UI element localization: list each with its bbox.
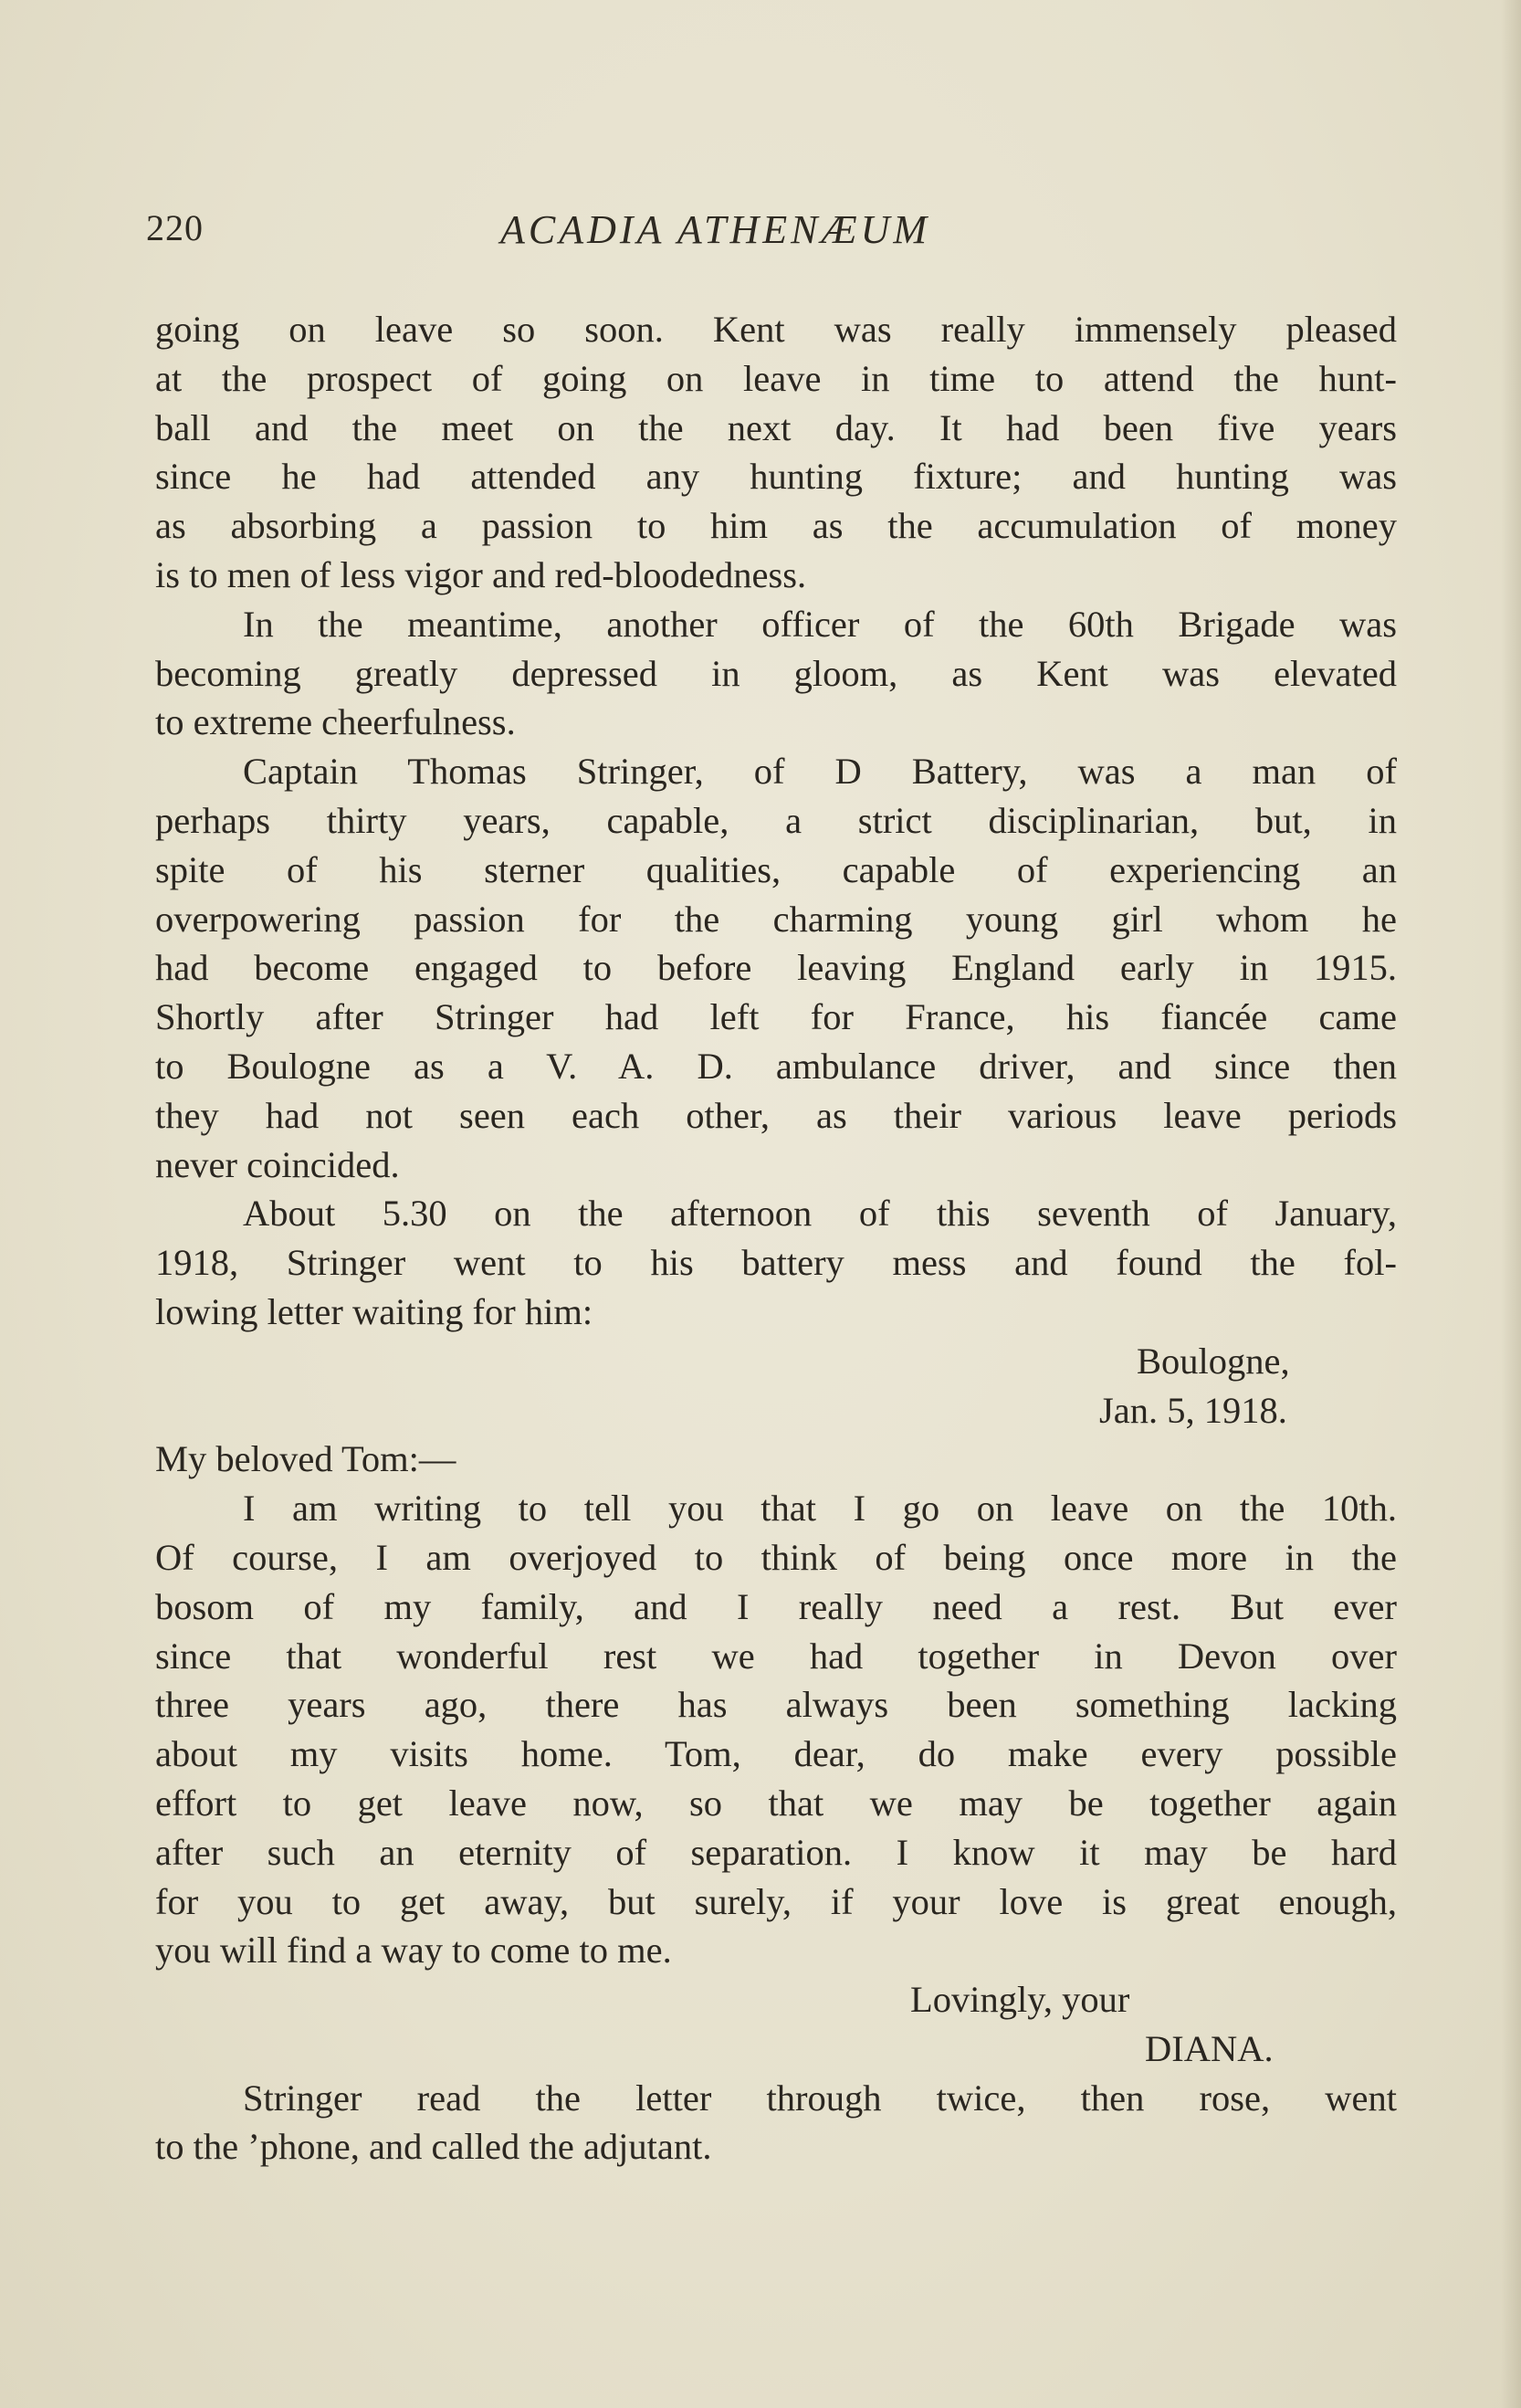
paragraph-3 [155,747,1397,1189]
final-paragraph [155,2074,1397,2172]
text-line: Stringer read the letter through twice, then rose, went [243,2077,1397,2119]
text-line: Shortly after Stringer had left for France, his fiancée came [155,996,1397,1038]
text-line: going on leave so soon. Kent was really immensely pleased [155,309,1397,350]
text-line: Of course, I am overjoyed to think of being once more in the [155,1536,1397,1578]
text-line: to the ’phone, and called the adjutant. [155,2126,712,2168]
letter-body [155,1484,1397,1975]
text-line: for you to get away, but surely, if your love is great enough, [155,1880,1397,1922]
text-line: 1918, Stringer went to his battery mess and found the fol- [155,1242,1397,1284]
text-line: you will find a way to come to me. [155,1930,672,1972]
text-line: three years ago, there has always been something lacking [155,1684,1397,1726]
paragraph-4 [155,1189,1397,1336]
text-line: perhaps thirty years, capable, a strict disciplinarian, but, in [155,799,1397,841]
text-line: Captain Thomas Stringer, of D Battery, was a man of [243,751,1397,793]
letter-closing: Lovingly, your [910,1979,1130,2021]
text-line: In the meantime, another officer of the 60th Brigade was [243,603,1397,645]
page-edge-shadow [1501,0,1521,2408]
text-line: since he had attended any hunting fixture; and hunting was [155,456,1397,498]
text-line: they had not seen each other, as their various leave periods [155,1094,1397,1136]
text-line: I am writing to tell you that I go on leave on the 10th. [243,1488,1397,1530]
text-line: to Boulogne as a V. A. D. ambulance driver, and since then [155,1045,1397,1087]
text-line: spite of his sterner qualities, capable of experiencing an [155,848,1397,890]
text-line: after such an eternity of separation. I know it may be hard [155,1831,1397,1873]
letter-salutation: My beloved Tom:— [155,1438,456,1480]
text-line: is to men of less vigor and red-bloodedness. [155,553,807,595]
running-title: ACADIA ATHENÆUM [500,207,931,252]
text-line: About 5.30 on the afternoon of this seventh of January, [243,1193,1397,1235]
page-number: 220 [146,207,204,248]
letter-place: Boulogne, [1137,1340,1290,1382]
body-text [155,305,1397,2171]
text-line: overpowering passion for the charming young girl whom he [155,898,1397,940]
letter [155,1337,1397,2074]
text-line: lowing letter waiting for him: [155,1290,593,1332]
text-line: had become engaged to before leaving England early in 1915. [155,947,1397,989]
text-line: about my visits home. Tom, dear, do make every possible [155,1733,1397,1775]
text-line: bosom of my family, and I really need a rest. But ever [155,1585,1397,1627]
text-line: since that wonderful rest we had together in Devon over [155,1635,1397,1677]
text-line: becoming greatly depressed in gloom, as Kent was elevated [155,652,1397,694]
letter-date: Jan. 5, 1918. [1099,1389,1287,1431]
text-line: to extreme cheerfulness. [155,701,516,743]
text-line: effort to get leave now, so that we may be together again [155,1782,1397,1824]
letter-signature: DIANA. [1145,2027,1274,2069]
text-line: at the prospect of going on leave in time to attend the hunt- [155,357,1397,399]
text-line: as absorbing a passion to him as the accumulation of money [155,505,1397,547]
text-line: ball and the meet on the next day. It had been five years [155,406,1397,448]
text-line: never coincided. [155,1143,400,1185]
paragraph-1 [155,305,1397,600]
paragraph-2 [155,600,1397,747]
page-header [146,206,1388,270]
